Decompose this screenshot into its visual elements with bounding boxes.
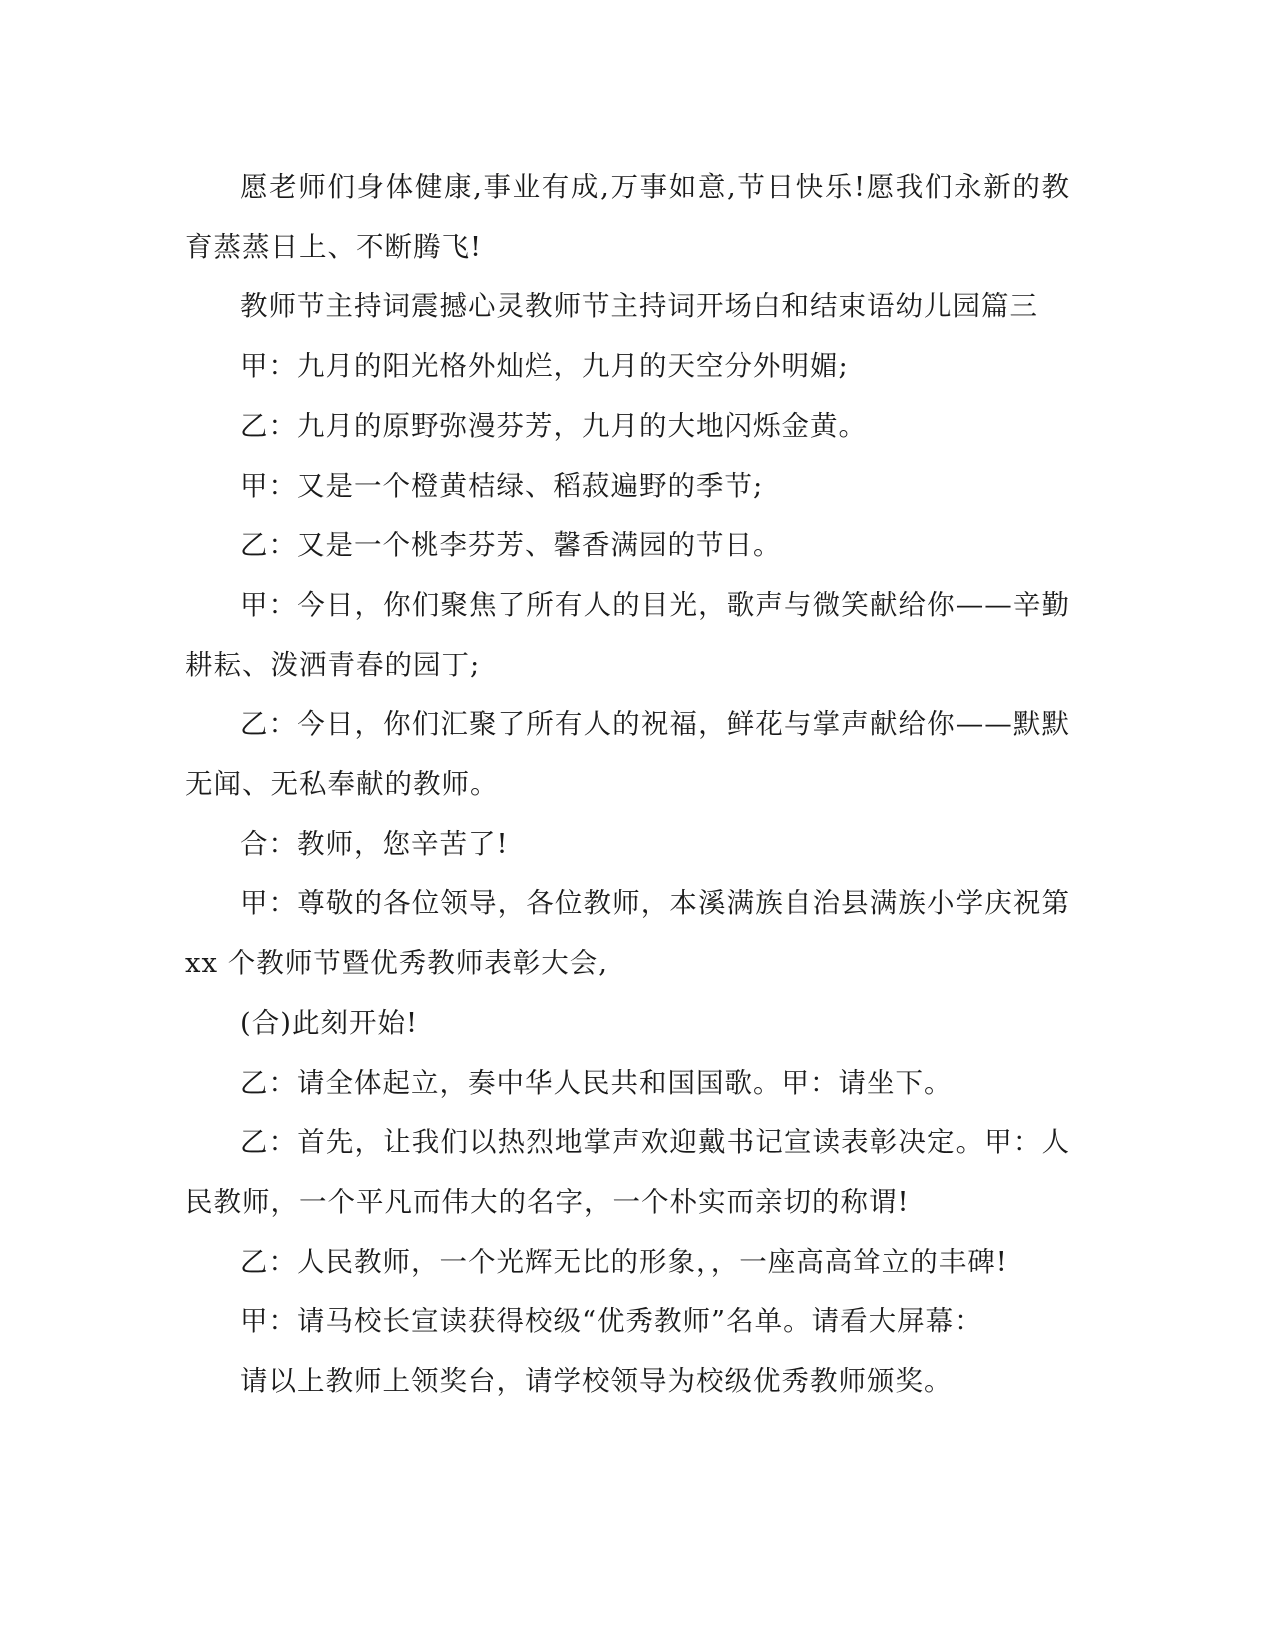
paragraph: 甲：尊敬的各位领导，各位教师，本溪满族自治县满族小学庆祝第 xx 个教师节暨优秀教师表彰大会,: [185, 887, 1070, 980]
paragraph: 甲：今日，你们聚焦了所有人的目光，歌声与微笑献给你——辛勤耕耘、泼洒青春的园丁;: [185, 588, 1070, 681]
paragraph: 合：教师，您辛苦了!: [240, 827, 509, 860]
paragraph: (合)此刻开始!: [240, 1006, 419, 1039]
document-body: [185, 158, 1070, 1412]
paragraph: 乙：首先，让我们以热烈地掌声欢迎戴书记宣读表彰决定。甲：人民教师，一个平凡而伟大的名字，一个朴实而亲切的称谓!: [185, 1126, 1070, 1218]
section-heading: 教师节主持词震撼心灵教师节主持词开场白和结束语幼儿园篇三: [240, 290, 1038, 323]
paragraph: 乙：请全体起立，奏中华人民共和国国歌。甲：请坐下。: [240, 1066, 953, 1099]
paragraph: 乙：今日，你们汇聚了所有人的祝福，鲜花与掌声献给你——默默无闻、无私奉献的教师。: [185, 708, 1070, 801]
paragraph: 乙：九月的原野弥漫芬芳，九月的大地闪烁金黄。: [240, 409, 867, 442]
paragraph: 甲：又是一个橙黄桔绿、稻菽遍野的季节;: [240, 469, 764, 502]
paragraph: 乙：又是一个桃李芬芳、馨香满园的节日。: [240, 529, 782, 562]
paragraph: 甲：请马校长宣读获得校级“优秀教师”名单。请看大屏幕：: [240, 1305, 983, 1338]
paragraph: 乙：人民教师，一个光辉无比的形象，，一座高高耸立的丰碑!: [240, 1245, 1008, 1278]
paragraph: 愿老师们身体健康,事业有成,万事如意,节日快乐!愿我们永新的教育蒸蒸日上、不断腾飞!: [185, 171, 1070, 263]
paragraph: 请以上教师上领奖台，请学校领导为校级优秀教师颁奖。: [240, 1365, 953, 1398]
paragraph: 甲：九月的阳光格外灿烂，九月的天空分外明媚;: [240, 350, 849, 383]
